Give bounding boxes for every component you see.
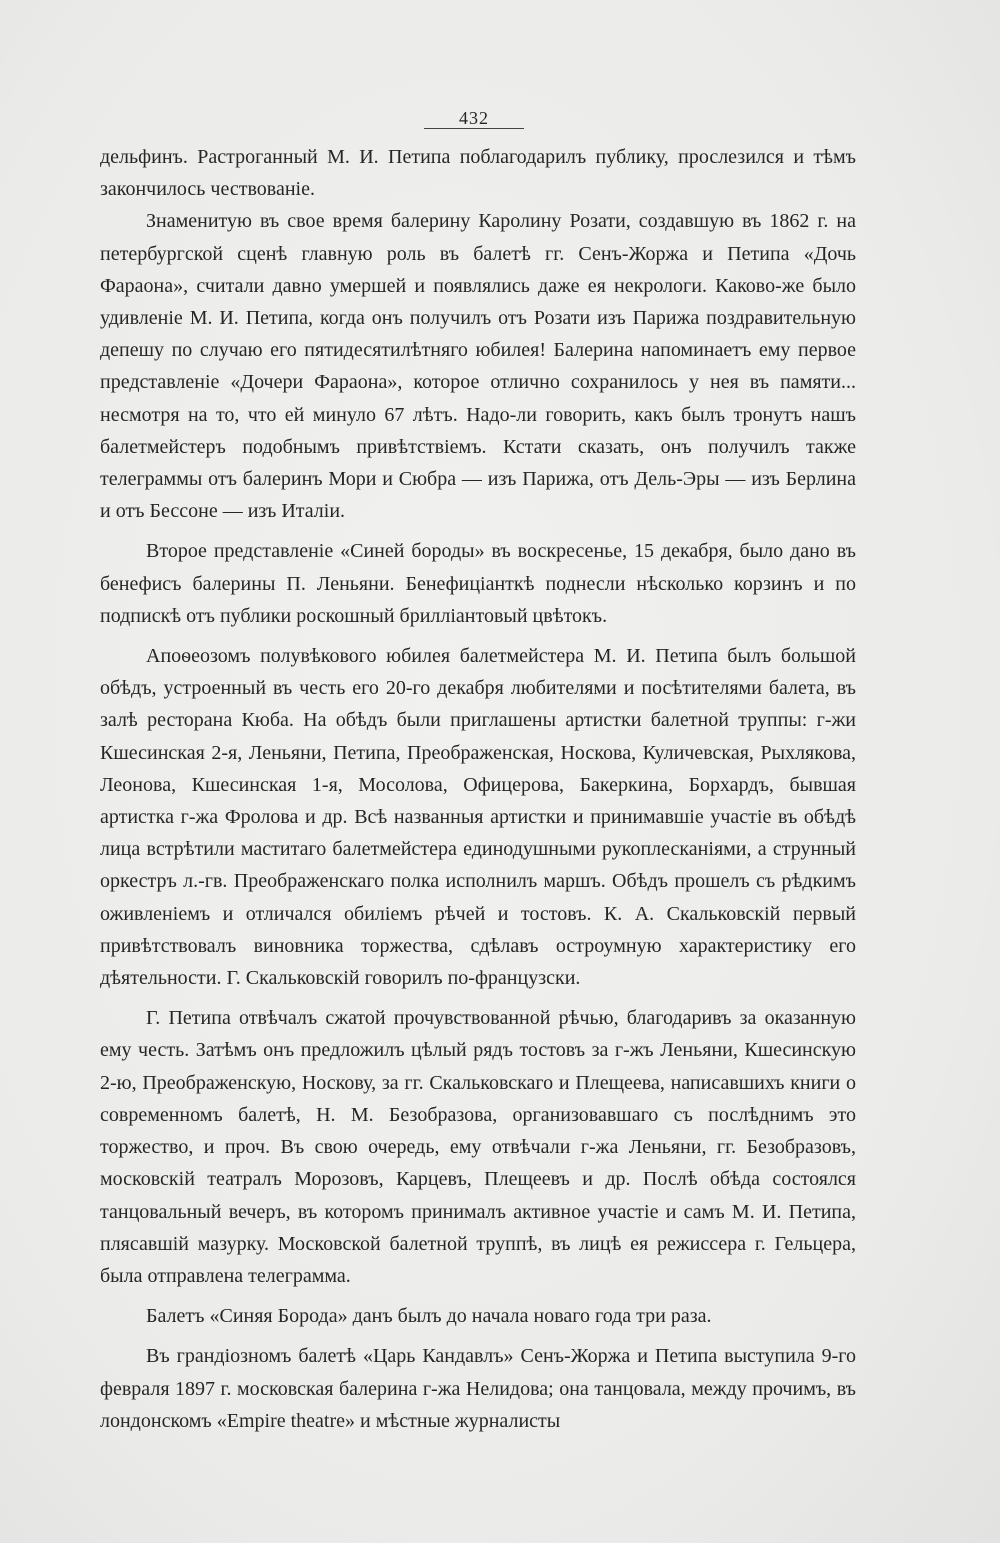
paragraph-6: Балетъ «Синяя Борода» данъ былъ до начала новаго года три раза. [146,1305,712,1328]
page-number-rule [424,128,524,129]
paragraph-1: дельфинъ. Растроганный М. И. Петипа поблагодарилъ публику, прослезился и тѣмъ закончилось чествованіе. [100,146,856,201]
page-number: 432 [459,108,489,128]
paragraph-7: Въ грандіозномъ балетѣ «Царь Кандавлъ» Сенъ-Жоржа и Петипа выступила 9-го февраля 1897 г. московская балерина г-жа Нелидова; она танцовала, между прочимъ, въ лондонскомъ «Empire theatre» и мѣстные журналисты [100,1345,856,1432]
paragraph-5: Г. Петипа отвѣчалъ сжатой прочувствованной рѣчью, благодаривъ за оказанную ему честь. Затѣмъ онъ предложилъ цѣлый рядъ тостовъ за г-жъ Леньяни, Кшесинскую 2-ю, Преображенскую, Носкову, за гг. Скальковскаго и Плещеева, написавшихъ книги о современномъ балетѣ, Н. М. Безобразова, организовавшаго съ послѣднимъ это торжество, и проч. Въ свою очередь, ему отвѣчали г-жа Леньяни, гг. Безобразовъ, московскій театралъ Морозовъ, Карцевъ, Плещеевъ и др. Послѣ обѣда состоялся танцовальный вечеръ, въ которомъ принималъ активное участіе и самъ М. И. Петипа, плясавшій мазурку. Московской балетной труппѣ, въ лицѣ ея режиссера г. Гельцера, была отправлена телеграмма. [100,1007,856,1287]
paragraph-4: Апоѳеозомъ полувѣкового юбилея балетмейстера М. И. Петипа былъ большой обѣдъ, устроенный въ честь его 20-го декабря любителями и посѣтителями балета, въ залѣ ресторана Кюба. На обѣдъ были приглашены артистки балетной труппы: г-жи Кшесинская 2-я, Леньяни, Петипа, Преображенская, Носкова, Куличевская, Рыхлякова, Леонова, Кшесинская 1-я, Мосолова, Офицерова, Бакеркина, Борхардъ, бывшая артистка г-жа Фролова и др. Всѣ названныя артистки и принимавшіе участіе въ обѣдѣ лица встрѣтили маститаго балетмейстера единодушными рукоплесканіями, а струнный оркестръ л.-гв. Преображенскаго полка исполнилъ маршъ. Обѣдъ прошелъ съ рѣдкимъ оживленіемъ и отличался обиліемъ рѣчей и тостовъ. К. А. Скальковскій первый привѣтствовалъ виновника торжества, сдѣлавъ остроумную характеристику его дѣятельности. Г. Скальковскій говорилъ по-французски. [100,645,856,990]
paragraph-3: Второе представленіе «Синей бороды» въ воскресенье, 15 декабря, было дано въ бенефисъ балерины П. Леньяни. Бенефиціанткѣ поднесли нѣсколько корзинъ и по подпискѣ отъ публики роскошный брилліантовый цвѣтокъ. [100,540,856,627]
paragraph-2: Знаменитую въ свое время балерину Каролину Розати, создавшую въ 1862 г. на петербургской сценѣ главную роль въ балетѣ гг. Сенъ-Жоржа и Петипа «Дочь Фараона», считали давно умершей и появлялись даже ея некрологи. Каково-же было удивленіе М. И. Петипа, когда онъ получилъ отъ Розати изъ Парижа поздравительную депешу по случаю его пятидесятилѣтняго юбилея! Балерина напоминаетъ ему первое представленіе «Дочери Фараона», которое отлично сохранилось у нея въ памяти... несмотря на то, что ей минуло 67 лѣтъ. Надо-ли говорить, какъ былъ тронутъ нашъ балетмейстеръ подобнымъ привѣтствіемъ. Кстати сказать, онъ получилъ также телеграммы отъ балеринъ Мори и Сюбра — изъ Парижа, отъ Дель-Эры — изъ Берлина и отъ Бессоне — изъ Италіи. [100,210,856,523]
body-text [100,141,856,1437]
